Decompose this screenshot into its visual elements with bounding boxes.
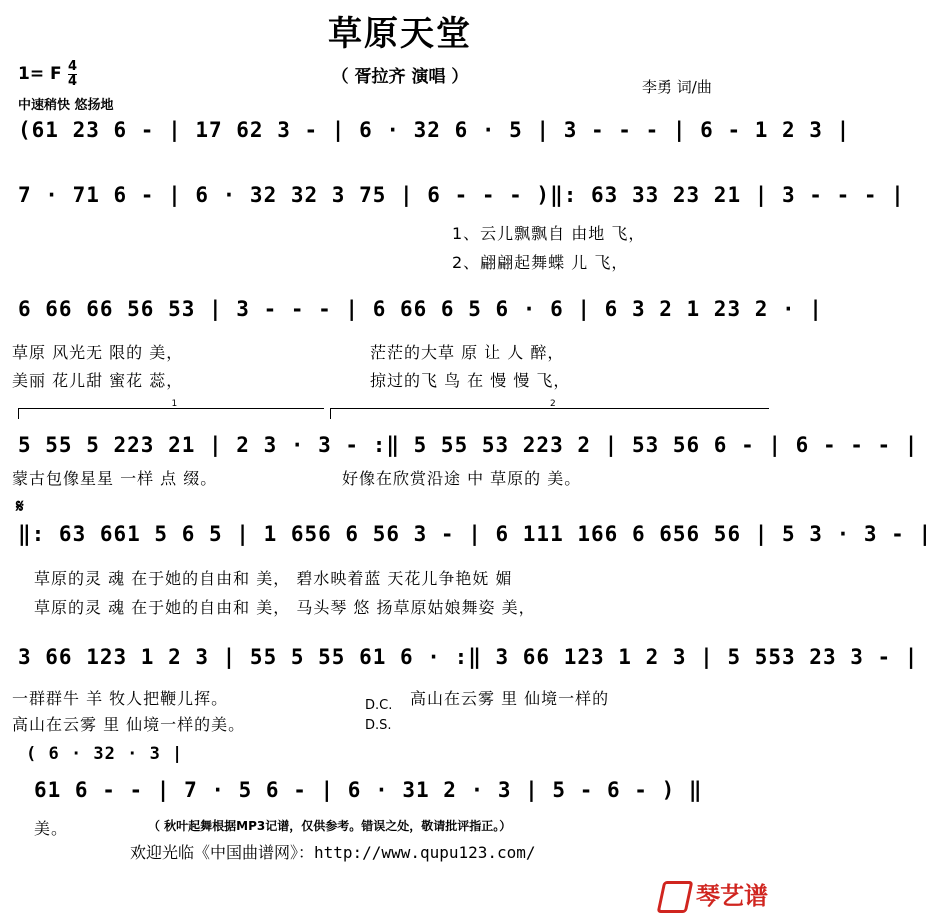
lyrics-row4: 蒙古包像星星 一样 点 缀。 (12, 469, 218, 488)
dc-marking: D.C. (365, 698, 393, 713)
lyrics-row3-b: 美丽 花儿甜 蜜花 蕊， (12, 371, 184, 390)
meter-top: 4 (68, 59, 78, 74)
lyrics-row6-a: 一群群牛 羊 牧人把鞭儿挥。 (12, 689, 229, 708)
logo-icon (657, 881, 694, 913)
lyrics-chorus-1: 草原的灵 魂 在于她的自由和 美， 碧水映着蓝 天花儿争艳妩 媚 (34, 569, 513, 588)
singer-line: （ 胥拉齐 演唱 ） (331, 67, 469, 87)
site-logo (660, 876, 768, 913)
song-title: 草原天堂 (328, 14, 472, 54)
lyrics-row3-b-right: 掠过的飞 鸟 在 慢 慢 飞， (370, 371, 571, 390)
volta-1: 1 (18, 408, 324, 419)
score-row-2: 7 · 71 6 - | 6 · 32 32 3 75 | 6 - - - )‖: 63 33 23 21 | 3 - - - | (18, 183, 905, 207)
lyrics-row6-b: 高山在云雾 里 仙境一样的美。 (12, 715, 246, 734)
lyrics-last: 美。 (34, 819, 69, 838)
lyrics-row4-right: 好像在欣赏沿途 中 草原的 美。 (342, 469, 582, 488)
credits: 李勇 词/曲 (642, 78, 712, 96)
key-signature: 1= F (18, 64, 62, 84)
lyrics-row6-a-right: 高山在云雾 里 仙境一样的 (410, 689, 610, 708)
score-row-7: 61 6 - - | 7 · 5 6 - | 6 · 31 2 · 3 | 5 - 6 - ) ‖ (34, 778, 703, 802)
lyrics-row3-a-right: 茫茫的大草 原 让 人 醉， (370, 343, 565, 362)
score-row-5: ‖: 63 661 5 6 5 | 1 656 6 56 3 - | 6 111 166 6 656 56 | 5 3 · 3 - | (18, 522, 932, 546)
tempo-marking: 中速稍快 悠扬地 (18, 98, 114, 113)
score-row-3: 6 66 66 56 53 | 3 - - - | 6 66 6 5 6 · 6 | 6 3 2 1 23 2 · | (18, 297, 823, 321)
website-link[interactable]: 欢迎光临《中国曲谱网》：http://www.qupu123.com/ (130, 843, 536, 862)
score-row-1: (61 23 6 - | 17 62 3 - | 6 · 32 6 · 5 | 3 - - - | 6 - 1 2 3 | (18, 118, 851, 142)
score-alt-row: ( 6 · 32 · 3 | (26, 744, 184, 764)
score-row-6: 3 66 123 1 2 3 | 55 5 55 61 6 · :‖ 3 66 123 1 2 3 | 5 553 23 3 - | (18, 645, 919, 669)
logo-text: 琴艺谱 (696, 882, 768, 910)
meter-bottom: 4 (68, 74, 78, 89)
lyrics-verse2: 2、翩翩起舞蝶 儿 飞， (452, 253, 629, 272)
transcription-note: （ 秋叶起舞根据MP3记谱，仅供参考。错误之处，敬请批评指正。） (148, 819, 512, 833)
lyrics-row3-a: 草原 风光无 限的 美， (12, 343, 184, 362)
time-signature (68, 60, 77, 89)
score-row-4: 5 55 5 223 21 | 2 3 · 3 - :‖ 5 55 53 223 2 | 53 56 6 - | 6 - - - | (18, 433, 919, 457)
ds-marking: D.S. (365, 718, 392, 733)
segno-sign: 𝄋 (16, 496, 24, 517)
lyrics-chorus-2: 草原的灵 魂 在于她的自由和 美， 马头琴 悠 扬草原姑娘舞姿 美， (34, 598, 536, 617)
volta-2: 2 (330, 408, 769, 419)
lyrics-verse1: 1、云儿飘飘自 由地 飞， (452, 224, 646, 243)
